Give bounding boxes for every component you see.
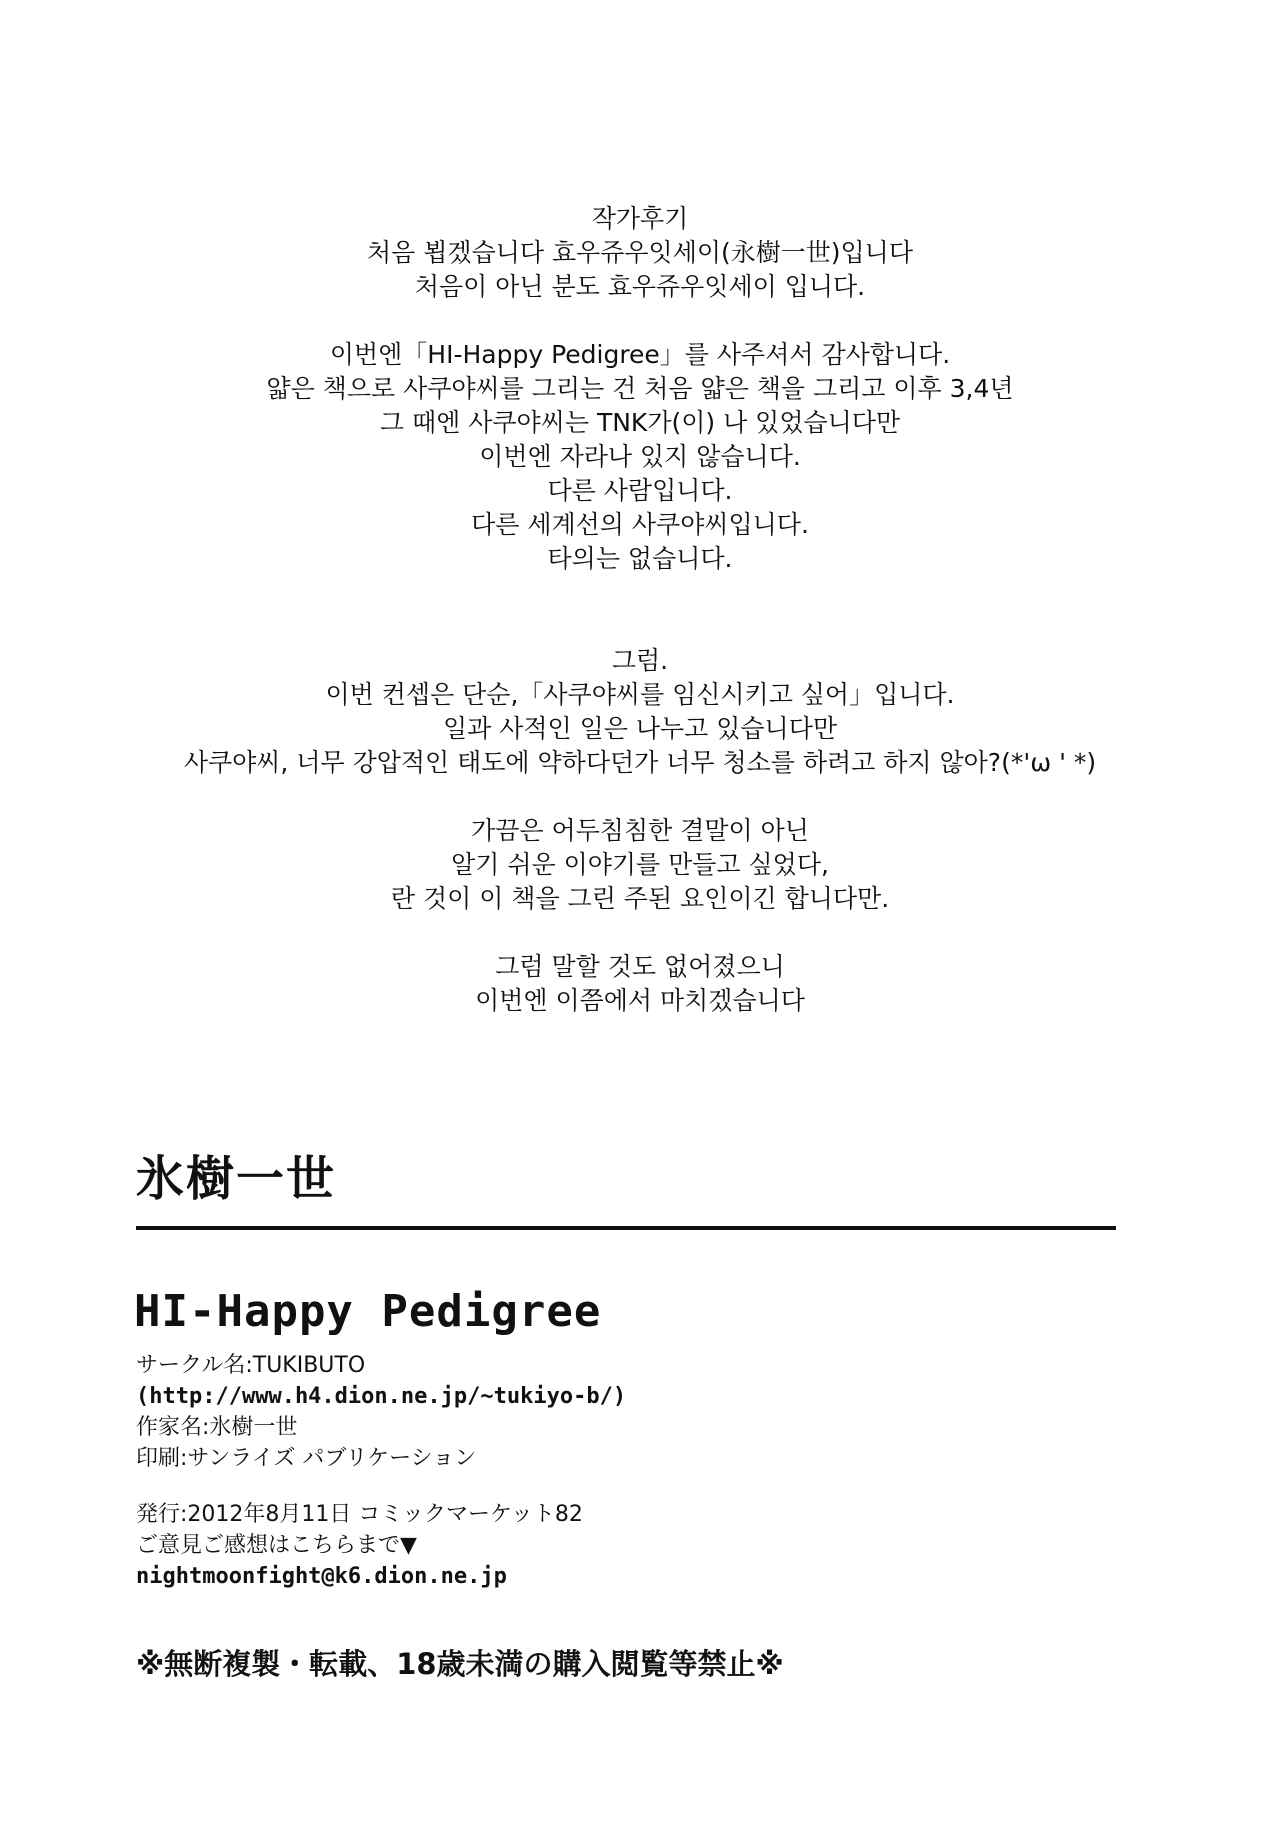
printer-credit: 印刷:サンライズ パブリケーション xyxy=(136,1446,477,1471)
afterword-line: 타의는 없습니다. xyxy=(547,544,733,573)
afterword-line: 란 것이 이 책을 그린 주된 요인이긴 합니다만. xyxy=(390,884,890,913)
afterword-paragraph-1 xyxy=(0,236,1280,304)
afterword-line: 처음 뵙겠습니다 효우쥬우잇세이(永樹一世)입니다 xyxy=(367,238,913,267)
afterword-line: 알기 쉬운 이야기를 만들고 싶었다, xyxy=(451,850,829,879)
afterword-text xyxy=(0,202,1280,1018)
afterword-paragraph-5 xyxy=(0,950,1280,1018)
circle-url: (http://www.h4.dion.ne.jp/~tukiyo-b/) xyxy=(136,1384,627,1409)
afterword-line: 그럼. xyxy=(611,646,669,675)
afterword-paragraph-3 xyxy=(0,644,1280,780)
afterword-paragraph-4 xyxy=(0,814,1280,916)
afterword-line: 이번엔 이쯤에서 마치겠습니다 xyxy=(475,986,805,1015)
afterword-line: 사쿠야씨, 너무 강압적인 태도에 약하다던가 너무 청소를 하려고 하지 않아?(*'ω ' *) xyxy=(183,748,1097,777)
afterword-line: 얇은 책으로 사쿠야씨를 그리는 건 처음 얇은 책을 그리고 이후 3,4년 xyxy=(266,374,1014,403)
afterword-line: 이번 컨셉은 단순,「사쿠야씨를 임신시키고 싶어」입니다. xyxy=(325,680,955,709)
afterword-line: 이번엔「HI-Happy Pedigree」를 사주셔서 감사합니다. xyxy=(329,340,951,369)
circle-name: サークル名:TUKIBUTO xyxy=(136,1353,366,1378)
afterword-line: 처음이 아닌 분도 효우쥬우잇세이 입니다. xyxy=(414,272,866,301)
afterword-line: 다른 사람입니다. xyxy=(547,476,733,505)
afterword-line: 이번엔 자라나 있지 않습니다. xyxy=(479,442,801,471)
publication-date: 発行:2012年8月11日 コミックマーケット82 xyxy=(136,1502,583,1527)
feedback-note: ご意見ご感想はこちらまで▼ xyxy=(136,1533,417,1558)
afterword-line: 다른 세계선의 사쿠야씨입니다. xyxy=(471,510,809,539)
afterword-line: 가끔은 어두침침한 결말이 아닌 xyxy=(471,816,809,845)
afterword-heading: 작가후기 xyxy=(591,204,689,233)
contact-email: nightmoonfight@k6.dion.ne.jp xyxy=(136,1564,507,1589)
author-credit: 作家名:氷樹一世 xyxy=(136,1415,298,1440)
afterword-line: 그럼 말할 것도 없어졌으니 xyxy=(495,952,785,981)
copyright-warning: ※無断複製・転載、18歳未満の購入閲覧等禁止※ xyxy=(136,1647,784,1681)
colophon xyxy=(136,1350,1136,1592)
book-title: HI-Happy Pedigree xyxy=(134,1286,602,1337)
author-name-heading: 氷樹一世 xyxy=(136,1151,337,1207)
afterword-line: 그 때엔 사쿠야씨는 TNK가(이) 나 있었습니다만 xyxy=(379,408,901,437)
divider-rule xyxy=(136,1226,1116,1230)
afterword-line: 일과 사적인 일은 나누고 있습니다만 xyxy=(442,714,838,743)
afterword-paragraph-2 xyxy=(0,338,1280,576)
